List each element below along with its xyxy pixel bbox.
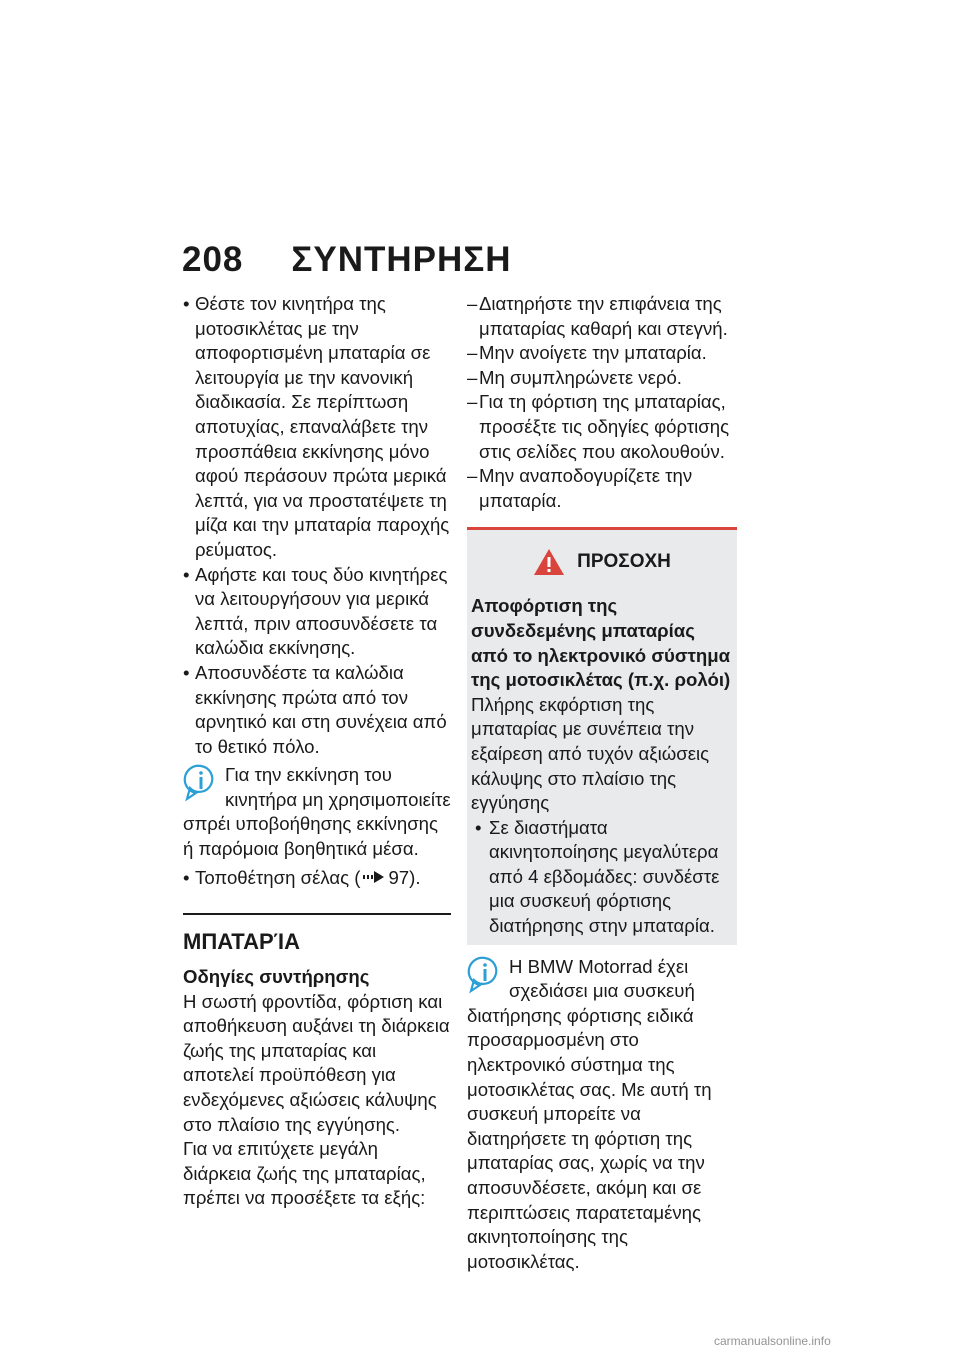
info-icon [467,955,509,1001]
warning-title: Αποφόρτιση της συνδεδεμένης μπαταρίας από το ηλεκτρονικό σύστημα της μοτοσικλέτας (π.χ. ρολόι) [471,595,731,691]
list-item-text: Τοποθέτηση σέλας ( [195,866,361,888]
chapter-title: ΣΥΝΤΗΡΗΣΗ [291,240,512,279]
paragraph: Η σωστή φροντίδα, φόρτιση και αποθήκευση αυξάνει τη διάρκεια ζωής της μπαταρίας και αποτελεί προϋπόθεση για ενδεχόμενες αξιώσεις κάλυψης στο πλαίσιο της εγγύησης. [183,990,450,1135]
arrow-ref-icon [363,866,385,891]
info-icon [183,763,225,809]
info-note [467,955,737,1275]
watermark: carmanualsonline.info [714,1334,831,1348]
note-text: Η BMW Motorrad έχει σχεδιάσει μια συσκευή διατήρησης φόρτισης ειδικά προσαρμοσμένη στο ηλεκτρονικό σύστημα της μοτοσικλέτας σας. Με αυτή τη συσκευή μπορείτε να διατηρήσετε τη φόρτιση της μπαταρίας σας, χωρίς να την αποσυνδέσετε, ακόμη και σε περιπτώσεις παρατεταμένης ακινητοποίησης της μοτοσικλέτας. [467,955,712,1272]
list-item: – Για τη φόρτιση της μπαταρίας, προσέξτε τις οδηγίες φόρτισης στις σελίδες που ακολουθούν. [467,390,737,464]
page-header [182,240,512,280]
left-column [183,292,451,1211]
list-item: – Διατηρήστε την επιφάνεια της μπαταρίας καθαρή και στεγνή. [467,292,737,341]
info-note [183,763,451,861]
list-item: • Θέστε τον κινητήρα της μοτοσικλέτας με την αποφορτισμένη μπαταρία σε λειτουργία με την κανονική διαδικασία. Σε περίπτωση αποτυχίας, επαναλάβετε την προσπάθεια εκκίνησης μόνο αφού περάσουν πρώτα μερικά λεπτά, για να προστατέψετε τη μίζα και την μπαταρία παροχής ρεύματος. [183,292,451,563]
list-item [183,866,451,891]
warning-box [467,527,737,944]
section-title: ΜΠΑΤΑΡΊΑ [183,929,300,955]
subsection-title: Οδηγίες συντήρησης [183,966,370,988]
warning-text: Πλήρης εκφόρτιση της μπαταρίας με συνέπεια την εξαίρεση από τυχόν αξιώσεις κάλυψης στο πλαίσιο της εγγύησης [471,693,710,814]
page-number: 208 [182,240,244,279]
warning-triangle-icon [533,548,565,576]
list-item: – Μη συμπληρώνετε νερό. [467,366,737,391]
section-divider [183,913,451,915]
page-reference[interactable]: 97). [388,866,421,888]
note-text: Για την εκκίνηση του κινητήρα μη χρησιμοποιείτε σπρέι υποβοήθησης εκκίνησης ή παρόμοια βοηθητικά μέσα. [183,764,451,860]
paragraph: Για να επιτύχετε μεγάλη διάρκεια ζωής της μπαταρίας, πρέπει να προσέξετε τα εξής: [183,1138,426,1209]
list-item: – Μην αναποδογυρίζετε την μπαταρία. [467,464,737,513]
warning-heading [467,548,737,576]
warning-label: ΠΡΟΣΟΧΗ [577,551,671,573]
list-item: – Μην ανοίγετε την μπαταρία. [467,341,737,366]
list-item: • Αφήστε και τους δύο κινητήρες να λειτουργήσουν για μερικά λεπτά, πριν αποσυνδέσετε τα καλώδια εκκίνησης. [183,563,451,661]
list-item: • Αποσυνδέστε τα καλώδια εκκίνησης πρώτα από τον αρνητικό και στη συνέχεια από το θετικό πόλο. [183,661,451,759]
right-column [467,292,737,1274]
list-item: • Σε διαστήματα ακινητοποίησης μεγαλύτερα από 4 εβδομάδες: συνδέστε μια συσκευή φόρτισης διατήρησης στην μπαταρία. [471,816,737,939]
